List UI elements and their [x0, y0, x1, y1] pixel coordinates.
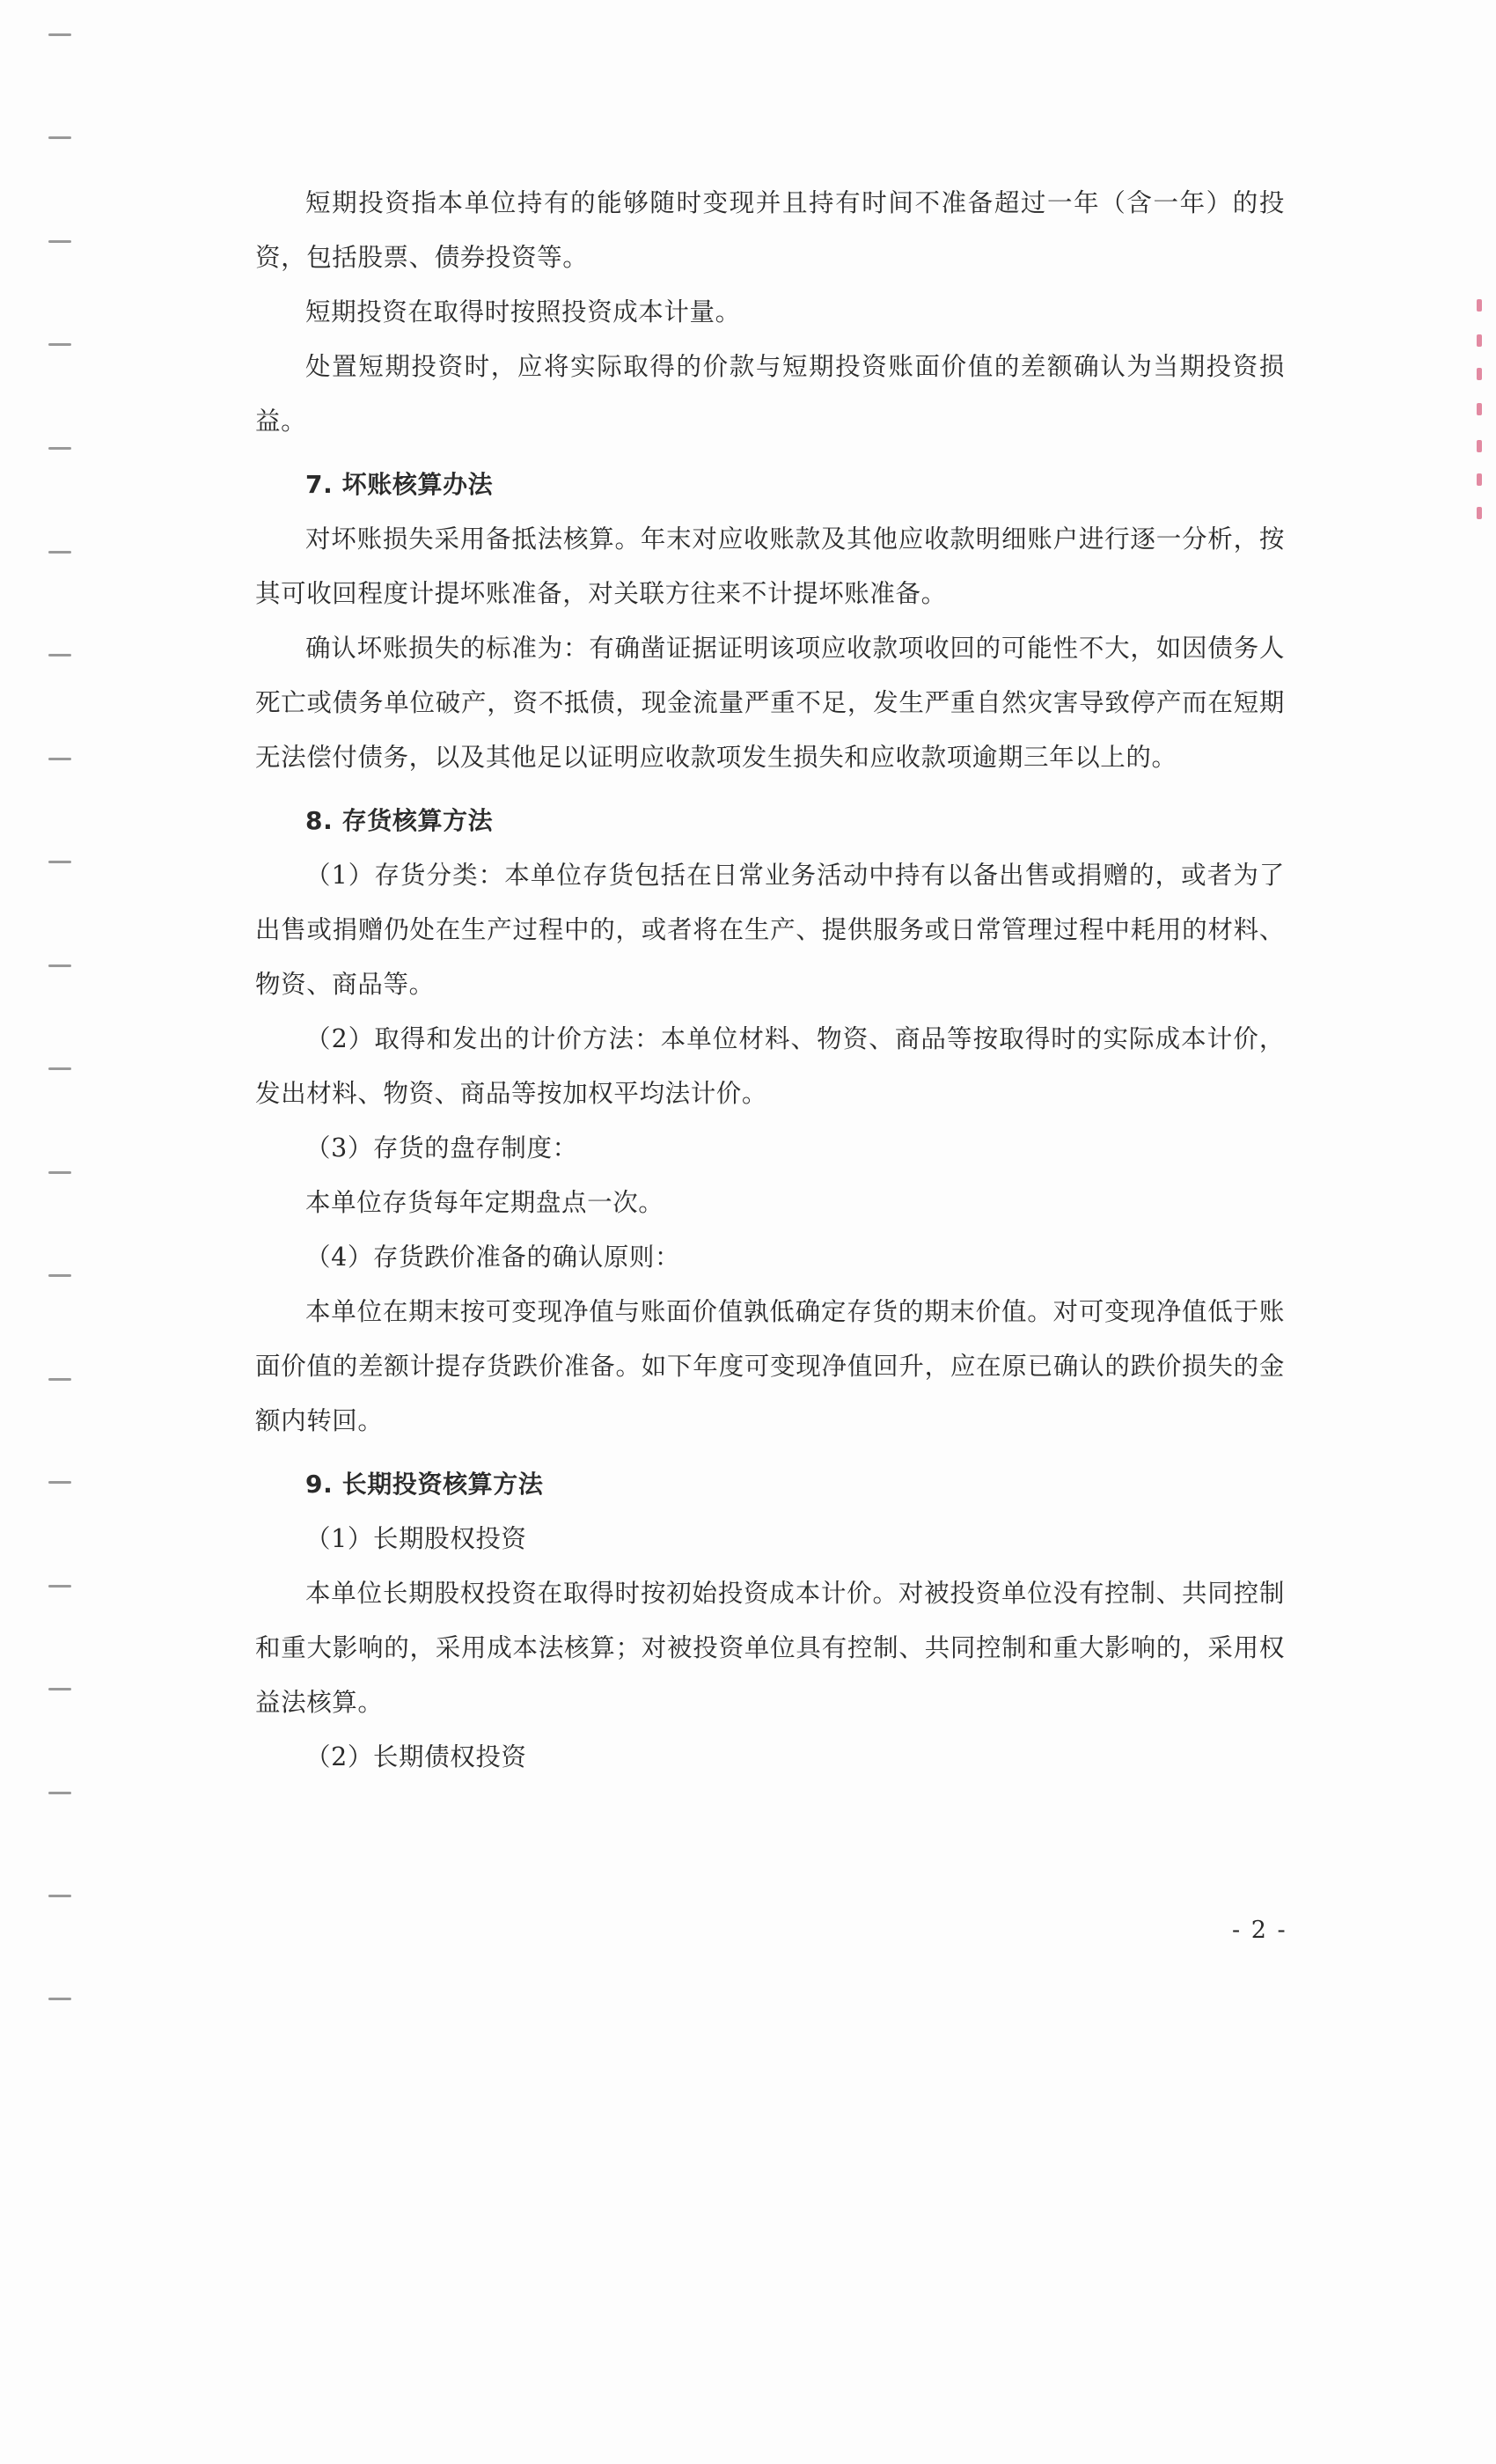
paragraph-inventory-count-system-title: （3）存货的盘存制度：: [305, 1133, 578, 1162]
paragraph-long-term-equity-title: （1）长期股权投资: [305, 1524, 527, 1553]
binding-mark: [48, 861, 71, 863]
binding-mark: [48, 551, 71, 554]
binding-hole-marks: [48, 26, 84, 2050]
paragraph-inventory-valuation: （2）取得和发出的计价方法：本单位材料、物资、商品等按取得时的实际成本计价，发出材料、物资、商品等按加权平均法计价。: [255, 1024, 1285, 1108]
binding-mark: [48, 1481, 71, 1484]
paragraph-bad-debt-criteria: 确认坏账损失的标准为：有确凿证据证明该项应收款项收回的可能性不大，如因债务人死亡或债务单位破产，资不抵债，现金流量严重不足，发生严重自然灾害导致停产而在短期无法偿付债务，以及其他足以证明应收款项发生损失和应收款项逾期三年以上的。: [255, 634, 1285, 772]
paragraph-long-term-equity: 本单位长期股权投资在取得时按初始投资成本计价。对被投资单位没有控制、共同控制和重大影响的，采用成本法核算；对被投资单位具有控制、共同控制和重大影响的，采用权益法核算。: [255, 1579, 1285, 1717]
paragraph-short-term-investment-measurement: 短期投资在取得时按照投资成本计量。: [305, 297, 741, 326]
binding-mark: [48, 964, 71, 967]
binding-mark: [48, 33, 71, 36]
paragraph-inventory-impairment: 本单位在期末按可变现净值与账面价值孰低确定存货的期末价值。对可变现净值低于账面价值的差额计提存货跌价准备。如下年度可变现净值回升，应在原已确认的跌价损失的金额内转回。: [255, 1297, 1285, 1435]
section-heading-bad-debt: 7. 坏账核算办法: [305, 470, 494, 499]
binding-mark: [48, 1585, 71, 1588]
binding-mark: [48, 136, 71, 139]
document-body: [255, 176, 1285, 1785]
paragraph-short-term-investment-definition: 短期投资指本单位持有的能够随时变现并且持有时间不准备超过一年（含一年）的投资，包括股票、债券投资等。: [255, 188, 1285, 272]
paragraph-bad-debt-method: 对坏账损失采用备抵法核算。年末对应收账款及其他应收款明细账户进行逐一分析，按其可收回程度计提坏账准备，对关联方往来不计提坏账准备。: [255, 524, 1285, 608]
binding-mark: [48, 758, 71, 760]
binding-mark: [48, 1998, 71, 2000]
binding-mark: [48, 240, 71, 243]
binding-mark: [48, 1792, 71, 1794]
binding-mark: [48, 1171, 71, 1174]
binding-mark: [48, 1895, 71, 1897]
paragraph-long-term-debt-title: （2）长期债权投资: [305, 1742, 527, 1771]
paragraph-inventory-classification: （1）存货分类：本单位存货包括在日常业务活动中持有以备出售或捐赠的，或者为了出售或捐赠仍处在生产过程中的，或者将在生产、提供服务或日常管理过程中耗用的材料、物资、商品等。: [255, 861, 1285, 999]
section-heading-inventory: 8. 存货核算方法: [305, 806, 494, 835]
section-heading-long-term-investment: 9. 长期投资核算方法: [305, 1470, 544, 1499]
binding-mark: [48, 447, 71, 450]
binding-mark: [48, 1067, 71, 1070]
binding-mark: [48, 1378, 71, 1381]
binding-mark: [48, 343, 71, 346]
binding-mark: [48, 654, 71, 656]
page-number: - 2 -: [1232, 1917, 1287, 1944]
paragraph-inventory-impairment-title: （4）存货跌价准备的确认原则：: [305, 1243, 681, 1272]
paragraph-short-term-investment-disposal: 处置短期投资时，应将实际取得的价款与短期投资账面价值的差额确认为当期投资损益。: [255, 352, 1285, 436]
paragraph-inventory-count-system: 本单位存货每年定期盘点一次。: [305, 1188, 664, 1217]
binding-mark: [48, 1688, 71, 1690]
binding-mark: [48, 1274, 71, 1277]
seal-stamp-edge: [1477, 299, 1487, 519]
